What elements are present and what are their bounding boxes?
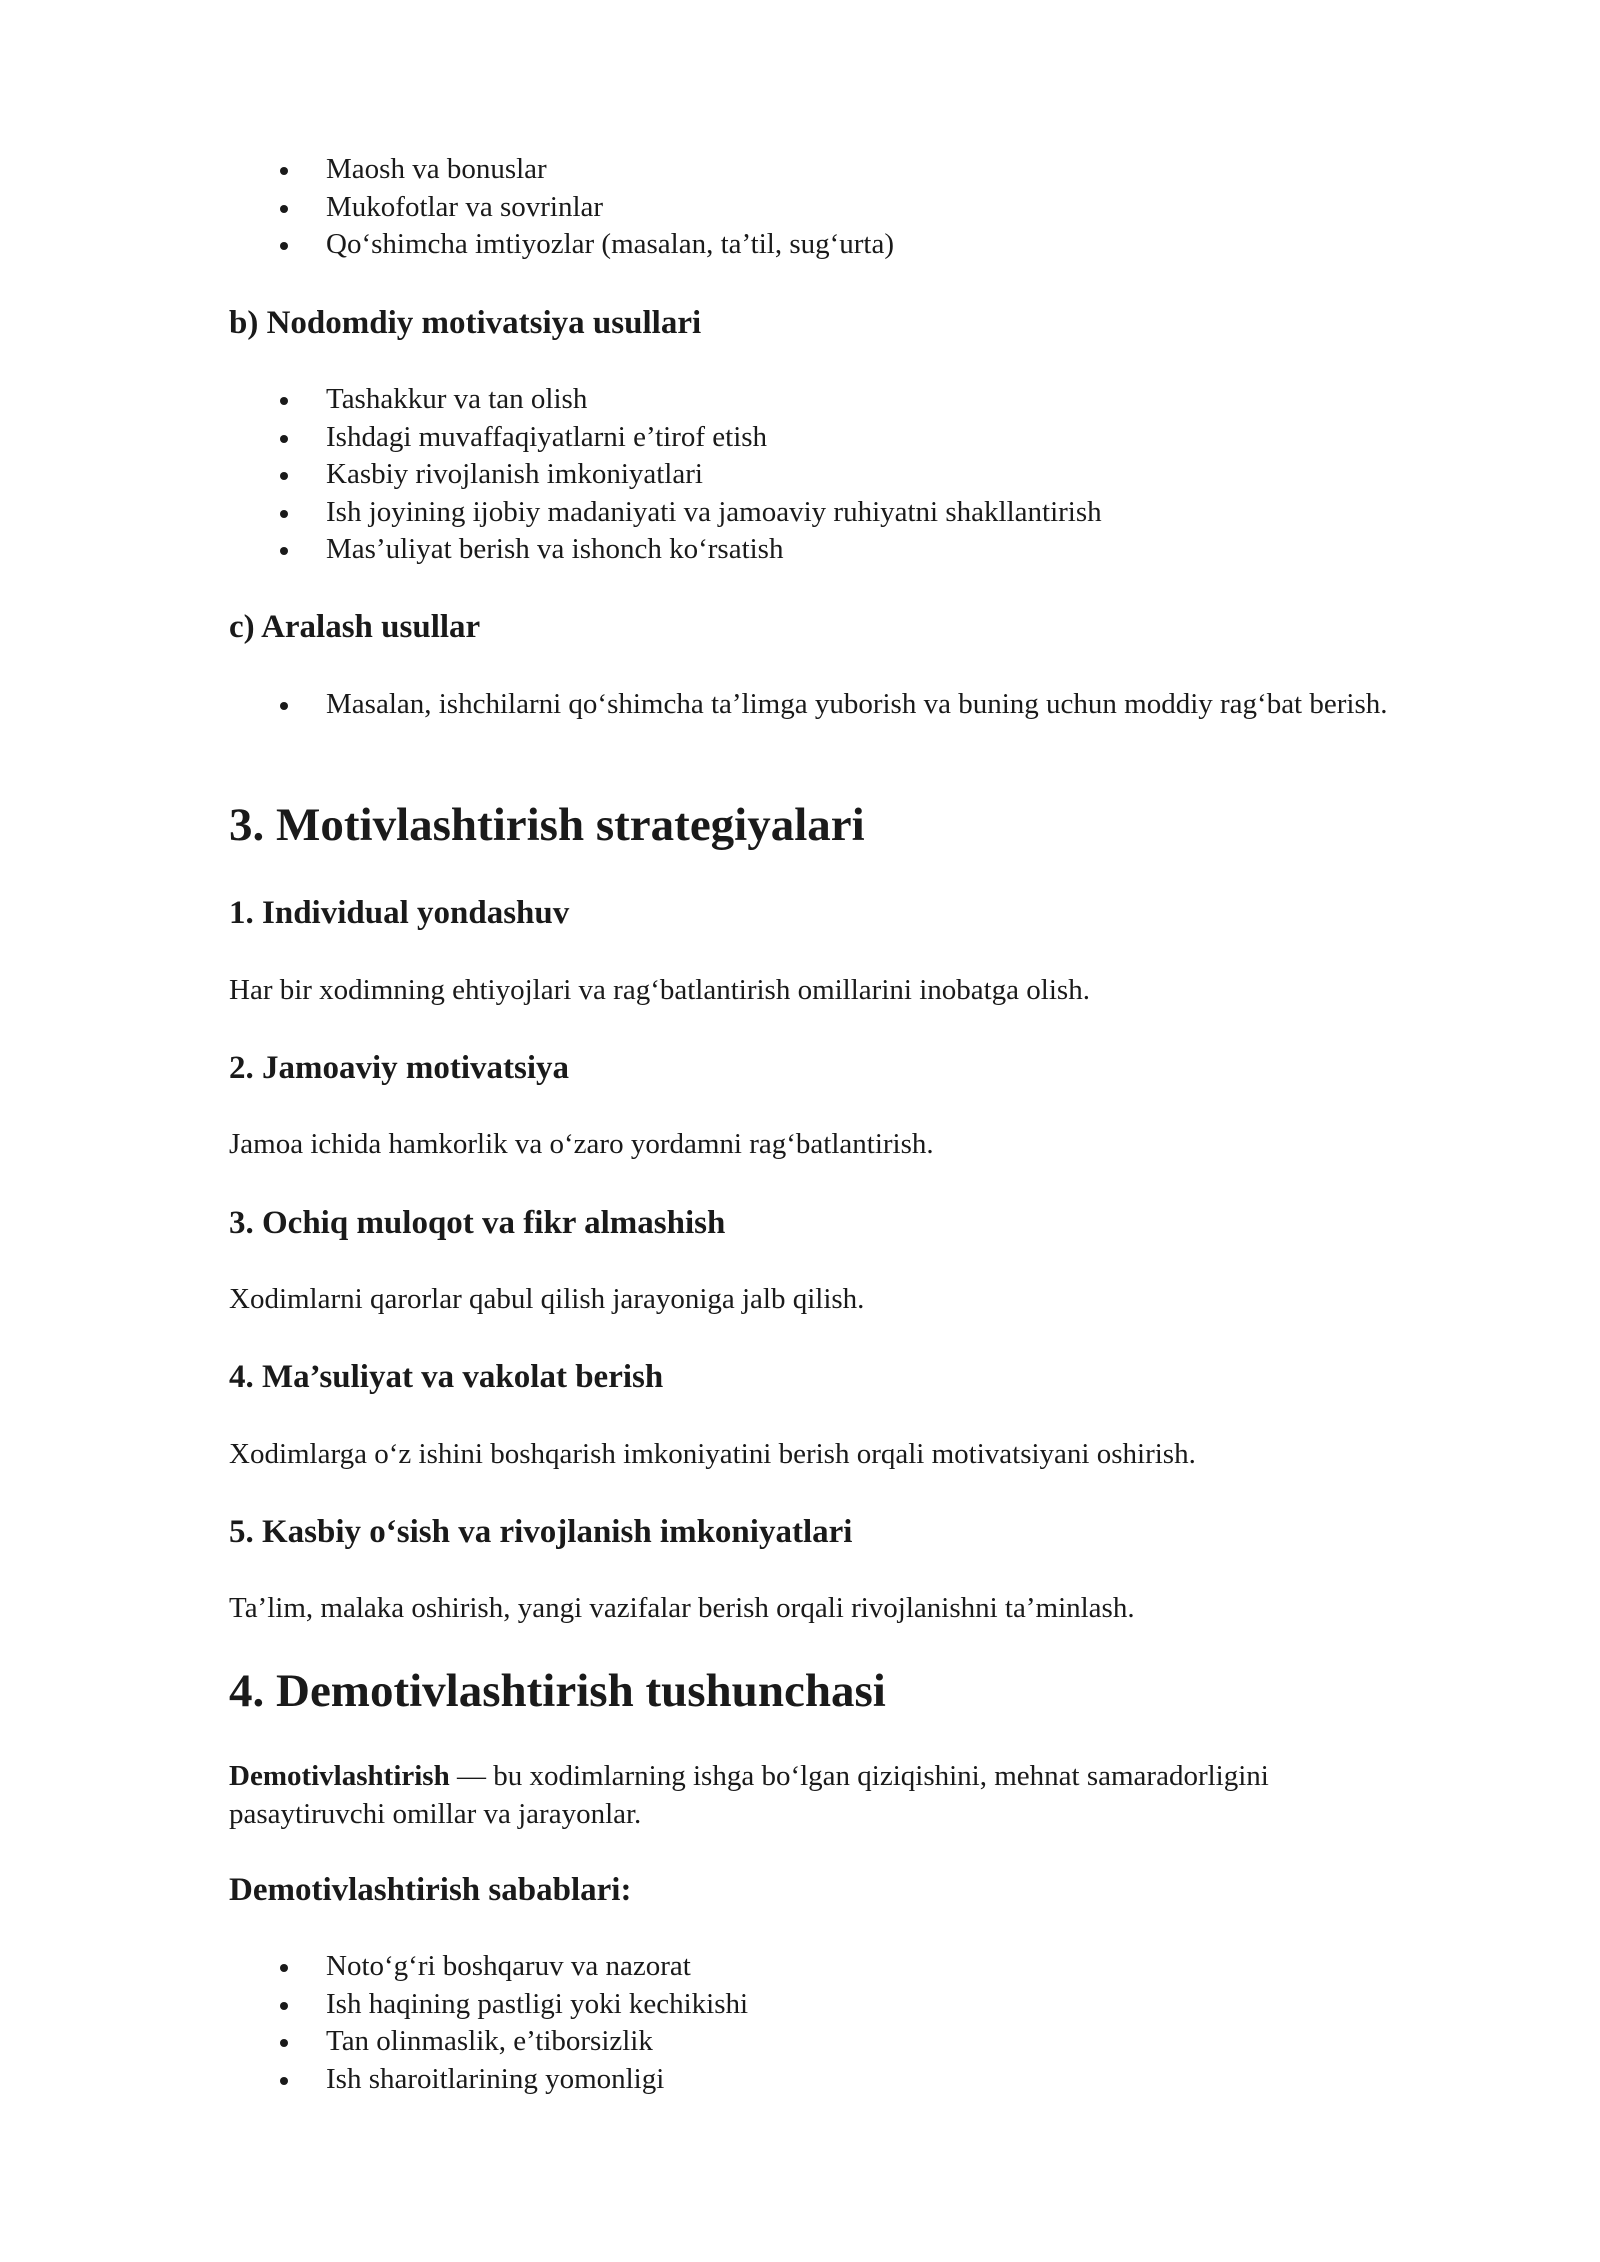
definition-paragraph [229,1758,1429,1833]
list-item: Ishdagi muvaffaqiyatlarni e’tirof etish [229,419,1429,457]
subheading-1: 1. Individual yondashuv [229,895,570,931]
list-item: Ish sharoitlarining yomonligi [229,2061,1429,2099]
list-item: Tan olinmaslik, e’tiborsizlik [229,2023,1429,2061]
paragraph-1: Har bir xodimning ehtiyojlari va rag‘batlantirish omillarini inobatga olish. [229,974,1090,1006]
subheading-2: 2. Jamoaviy motivatsiya [229,1050,570,1086]
definition-text: — bu xodimlarning ishga bo‘lgan qiziqishini, mehnat samaradorligini pasaytiruvchi omillar va jarayonlar. [229,1760,1269,1830]
list-item: Maosh va bonuslar [229,151,1429,189]
list-item: Mukofotlar va sovrinlar [229,189,1429,227]
subheading-3: 3. Ochiq muloqot va fikr almashish [229,1205,726,1241]
heading-section-b: b) Nodomdiy motivatsiya usullari [229,305,702,341]
definition-term: Demotivlashtirish [229,1760,450,1792]
top-bullet-list [229,151,1429,264]
paragraph-3: Xodimlarni qarorlar qabul qilish jarayoniga jalb qilish. [229,1283,865,1315]
list-item: Masalan, ishchilarni qo‘shimcha ta’limga yuborish va buning uchun moddiy rag‘bat berish. [229,686,1429,724]
list-item: Qo‘shimcha imtiyozlar (masalan, ta’til, sug‘urta) [229,226,1429,264]
list-item: Noto‘g‘ri boshqaruv va nazorat [229,1948,1429,1986]
subheading-4: 4. Ma’suliyat va vakolat berish [229,1359,664,1395]
section-c-list [229,686,1429,724]
causes-heading: Demotivlashtirish sabablari: [229,1872,632,1908]
list-item: Ish joyining ijobiy madaniyati va jamoaviy ruhiyatni shakllantirish [229,494,1429,532]
section-4-title: 4. Demotivlashtirish tushunchasi [229,1665,886,1717]
paragraph-2: Jamoa ichida hamkorlik va o‘zaro yordamni rag‘batlantirish. [229,1128,934,1160]
subheading-5: 5. Kasbiy o‘sish va rivojlanish imkoniyatlari [229,1514,853,1550]
paragraph-4: Xodimlarga o‘z ishini boshqarish imkoniyatini berish orqali motivatsiyani oshirish. [229,1438,1196,1470]
paragraph-5: Ta’lim, malaka oshirish, yangi vazifalar berish orqali rivojlanishni ta’minlash. [229,1592,1135,1624]
causes-list [229,1948,1429,2098]
list-item: Ish haqining pastligi yoki kechikishi [229,1986,1429,2024]
list-item: Tashakkur va tan olish [229,381,1429,419]
list-item: Mas’uliyat berish va ishonch ko‘rsatish [229,531,1429,569]
section-b-list [229,381,1429,569]
section-3-title: 3. Motivlashtirish strategiyalari [229,799,865,851]
heading-section-c: c) Aralash usullar [229,609,481,645]
list-item: Kasbiy rivojlanish imkoniyatlari [229,456,1429,494]
